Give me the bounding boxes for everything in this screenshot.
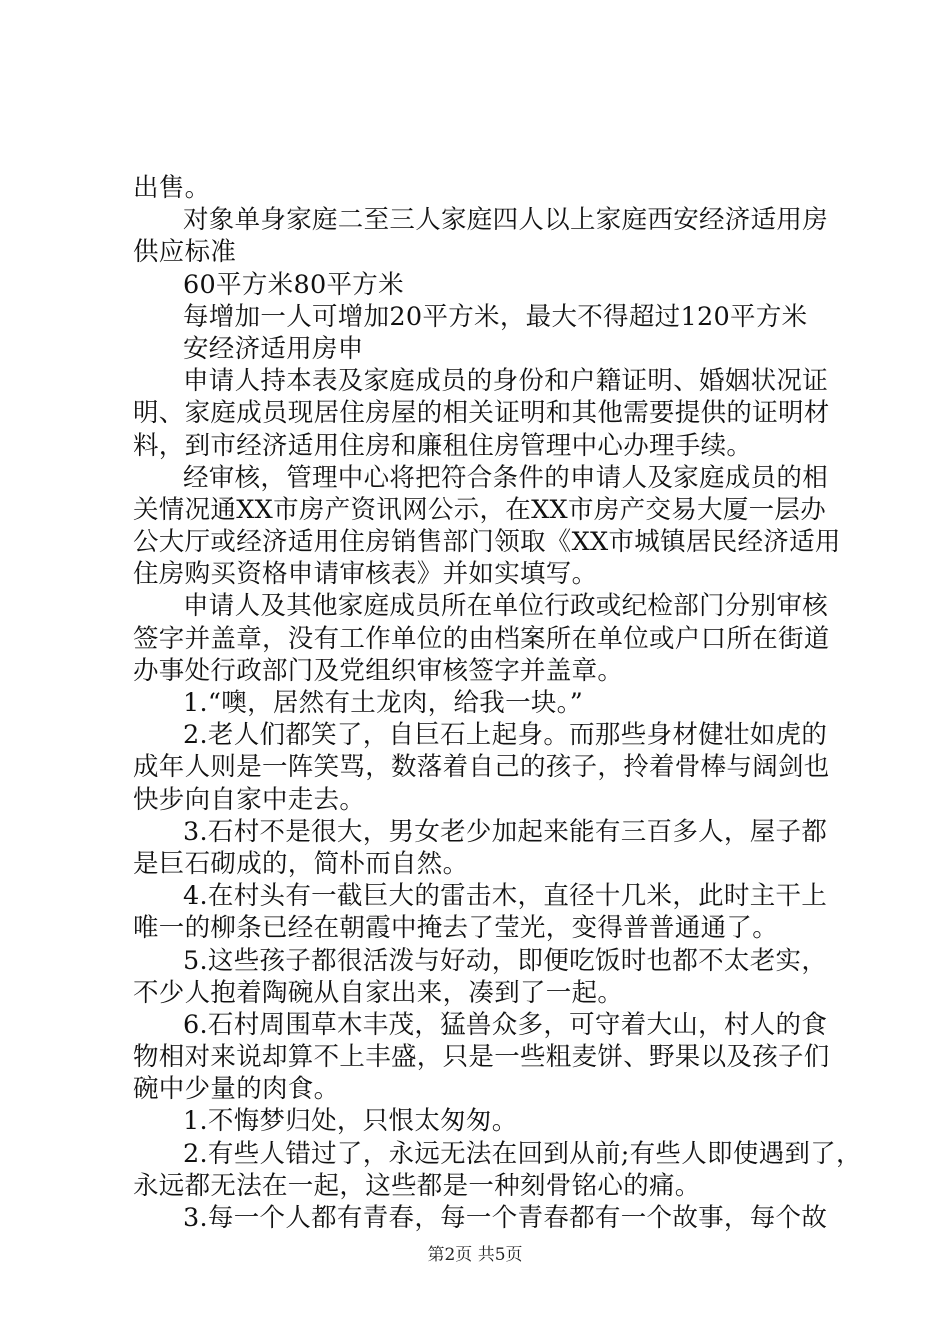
text-line: 永远都无法在一起，这些都是一种刻骨铭心的痛。 — [133, 1170, 701, 1201]
text-line: 对象单身家庭二至三人家庭四人以上家庭西安经济适用房 — [183, 205, 829, 236]
text-line: 住房购买资格申请审核表》并如实填写。 — [133, 559, 598, 590]
text-line: 经审核，管理中心将把符合条件的申请人及家庭成员的相 — [183, 462, 829, 493]
text-line: 5.这些孩子都很活泼与好动，即便吃饭时也都不太老实， — [183, 945, 828, 976]
text-line: 申请人持本表及家庭成员的身份和户籍证明、婚姻状况证 — [183, 366, 829, 397]
text-line: 供应标准 — [133, 237, 237, 268]
text-line: 申请人及其他家庭成员所在单位行政或纪检部门分别审核 — [183, 591, 829, 622]
text-line: 出售。 — [133, 173, 211, 203]
text-line: 明、家庭成员现居住房屋的相关证明和其他需要提供的证明材 — [133, 398, 830, 429]
document-body — [133, 172, 862, 1234]
text-line: 2.老人们都笑了，自巨石上起身。而那些身材健壮如虎的 — [183, 720, 828, 751]
text-line: 1.不悔梦归处，只恨太匆匆。 — [183, 1106, 518, 1137]
text-line: 签字并盖章，没有工作单位的由档案所在单位或户口所在街道 — [133, 623, 830, 654]
text-line: 2.有些人错过了，永远无法在回到从前;有些人即使遇到了， — [183, 1138, 862, 1169]
text-line: 关情况通XX市房产资讯网公示，在XX市房产交易大厦一层办 — [133, 494, 827, 525]
text-line: 不少人抱着陶碗从自家出来，凑到了一起。 — [133, 977, 624, 1008]
text-line: 1.“噢，居然有土龙肉，给我一块。” — [183, 688, 584, 718]
text-line: 是巨石砌成的，简朴而自然。 — [133, 848, 469, 879]
text-line: 3.石村不是很大，男女老少加起来能有三百多人，屋子都 — [183, 816, 828, 847]
text-line: 成年人则是一阵笑骂，数落着自己的孩子，拎着骨棒与阔剑也 — [133, 752, 830, 783]
text-line: 料，到市经济适用住房和廉租住房管理中心办理手续。 — [133, 430, 753, 461]
text-line: 6.石村周围草木丰茂，猛兽众多，可守着大山，村人的食 — [183, 1009, 828, 1040]
text-line: 每增加一人可增加20平方米，最大不得超过120平方米 — [183, 301, 808, 332]
text-line: 安经济适用房申 — [183, 333, 364, 364]
text-line: 4.在村头有一截巨大的雷击木，直径十几米，此时主干上 — [183, 881, 828, 912]
text-line: 物相对来说却算不上丰盛，只是一些粗麦饼、野果以及孩子们 — [133, 1042, 830, 1073]
text-line: 办事处行政部门及党组织审核签字并盖章。 — [133, 655, 624, 686]
text-line: 快步向自家中走去。 — [133, 784, 366, 815]
text-line: 公大厅或经济适用住房销售部门领取《XX市城镇居民经济适用 — [133, 527, 841, 558]
page-footer: 第2页 共5页 — [427, 1245, 523, 1265]
text-line: 3.每一个人都有青春，每一个青春都有一个故事，每个故 — [183, 1203, 828, 1233]
text-line: 碗中少量的肉食。 — [133, 1074, 340, 1105]
text-line: 唯一的柳条已经在朝霞中掩去了莹光，变得普普通通了。 — [133, 913, 779, 944]
text-line: 60平方米80平方米 — [183, 269, 404, 300]
